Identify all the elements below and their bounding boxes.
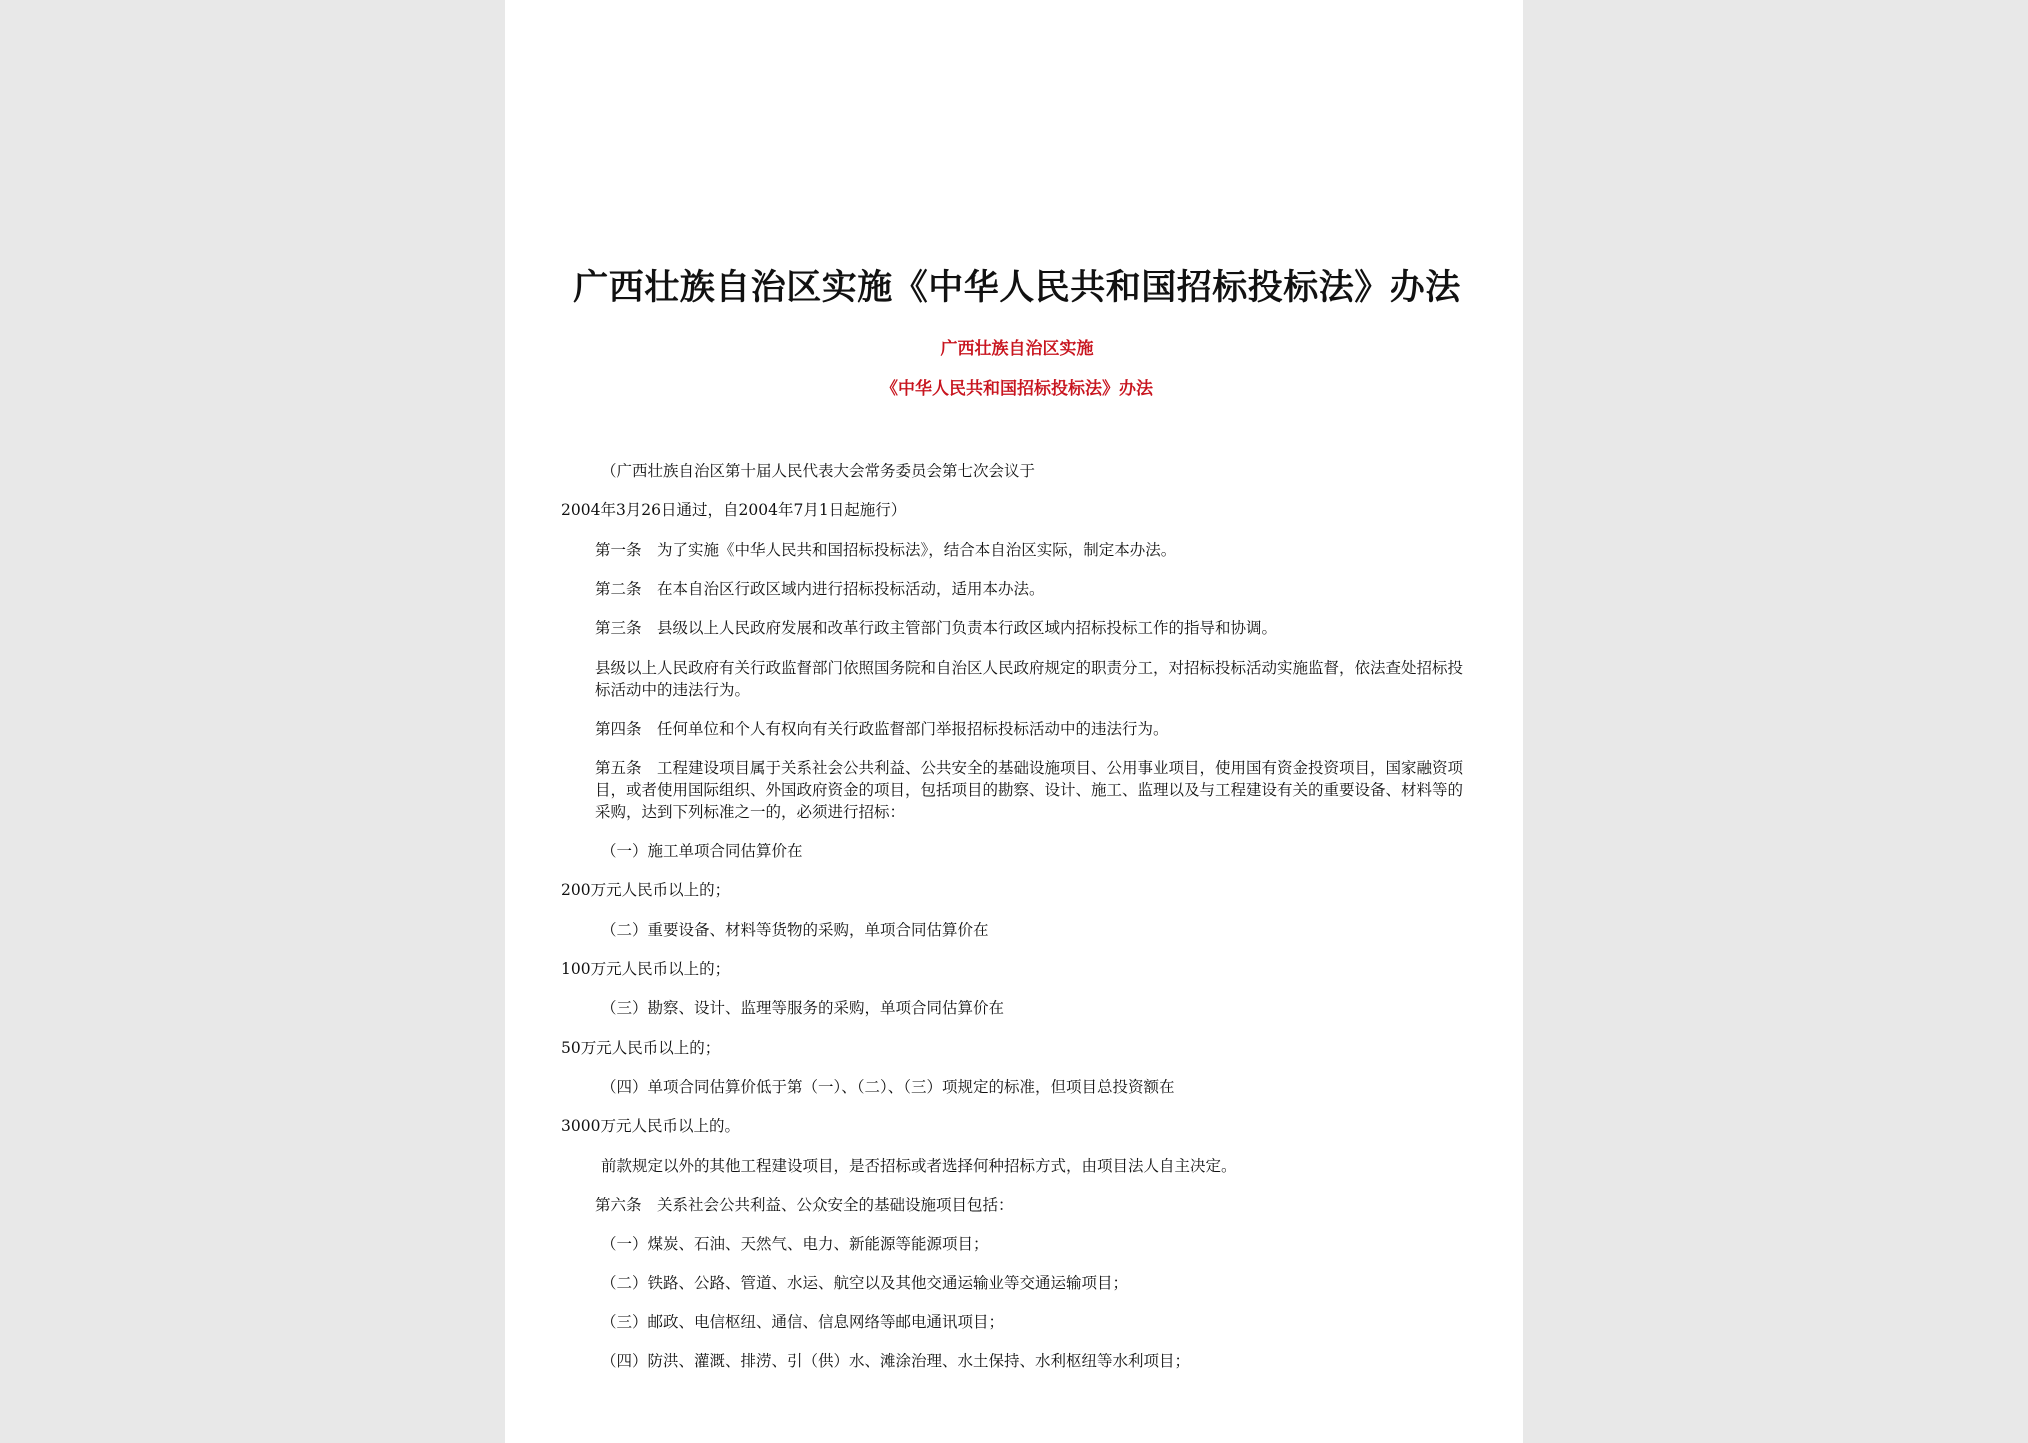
paragraph: （一）施工单项合同估算价在 — [601, 842, 803, 860]
subtitle-line-2: 《中华人民共和国招标投标法》办法 — [881, 379, 1153, 399]
paragraph: 第一条 为了实施《中华人民共和国招标投标法》，结合本自治区实际，制定本办法。 — [595, 541, 1177, 559]
paragraph: （二）重要设备、材料等货物的采购，单项合同估算价在 — [601, 921, 989, 939]
paragraph: 200万元人民币以上的； — [561, 881, 731, 899]
paragraph: （四）单项合同估算价低于第（一）、（二）、（三）项规定的标准，但项目总投资额在 — [601, 1078, 1175, 1096]
paragraph: 3000万元人民币以上的。 — [561, 1117, 740, 1135]
paragraph: （广西壮族自治区第十届人民代表大会常务委员会第七次会议于 — [601, 462, 1036, 480]
subtitle-line-1: 广西壮族自治区实施 — [940, 339, 1094, 359]
paragraph: 第二条 在本自治区行政区域内进行招标投标活动，适用本办法。 — [595, 580, 1045, 598]
paragraph: 县级以上人民政府有关行政监督部门依照国务院和自治区人民政府规定的职责分工，对招标投标活动实施监督，依法查处招标投标活动中的违法行为。 — [595, 659, 1464, 699]
paragraph: 第三条 县级以上人民政府发展和改革行政主管部门负责本行政区域内招标投标工作的指导和协调。 — [595, 619, 1278, 637]
document-page — [505, 0, 1523, 1443]
paragraph: 50万元人民币以上的； — [561, 1039, 721, 1057]
paragraph: 第六条 关系社会公共利益、公众安全的基础设施项目包括： — [595, 1196, 1014, 1214]
paragraph: 第五条 工程建设项目属于关系社会公共利益、公共安全的基础设施项目、公用事业项目，使用国有资金投资项目，国家融资项目，或者使用国际组织、外国政府资金的项目，包括项目的勘察、设计、施工、监理以及与工程建设有关的重要设备、材料等的采购，达到下列标准之一的，必须进行招标： — [595, 759, 1464, 821]
document-title: 广西壮族自治区实施《中华人民共和国招标投标法》办法 — [573, 267, 1461, 308]
paragraph: （三）勘察、设计、监理等服务的采购，单项合同估算价在 — [601, 999, 1005, 1017]
paragraph: 第四条 任何单位和个人有权向有关行政监督部门举报招标投标活动中的违法行为。 — [595, 720, 1169, 738]
paragraph: （四）防洪、灌溉、排涝、引（供）水、滩涂治理、水土保持、水利枢纽等水利项目； — [601, 1352, 1191, 1370]
paragraph: （一）煤炭、石油、天然气、电力、新能源等能源项目； — [601, 1235, 989, 1253]
paragraph: 2004年3月26日通过，自2004年7月1日起施行） — [561, 501, 907, 519]
paragraph: （三）邮政、电信枢纽、通信、信息网络等邮电通讯项目； — [601, 1313, 1005, 1331]
paragraph: （二）铁路、公路、管道、水运、航空以及其他交通运输业等交通运输项目； — [601, 1274, 1129, 1292]
paragraph: 100万元人民币以上的； — [561, 960, 731, 978]
document-content — [561, 260, 1473, 1370]
paragraph: 前款规定以外的其他工程建设项目，是否招标或者选择何种招标方式，由项目法人自主决定。 — [601, 1157, 1237, 1175]
